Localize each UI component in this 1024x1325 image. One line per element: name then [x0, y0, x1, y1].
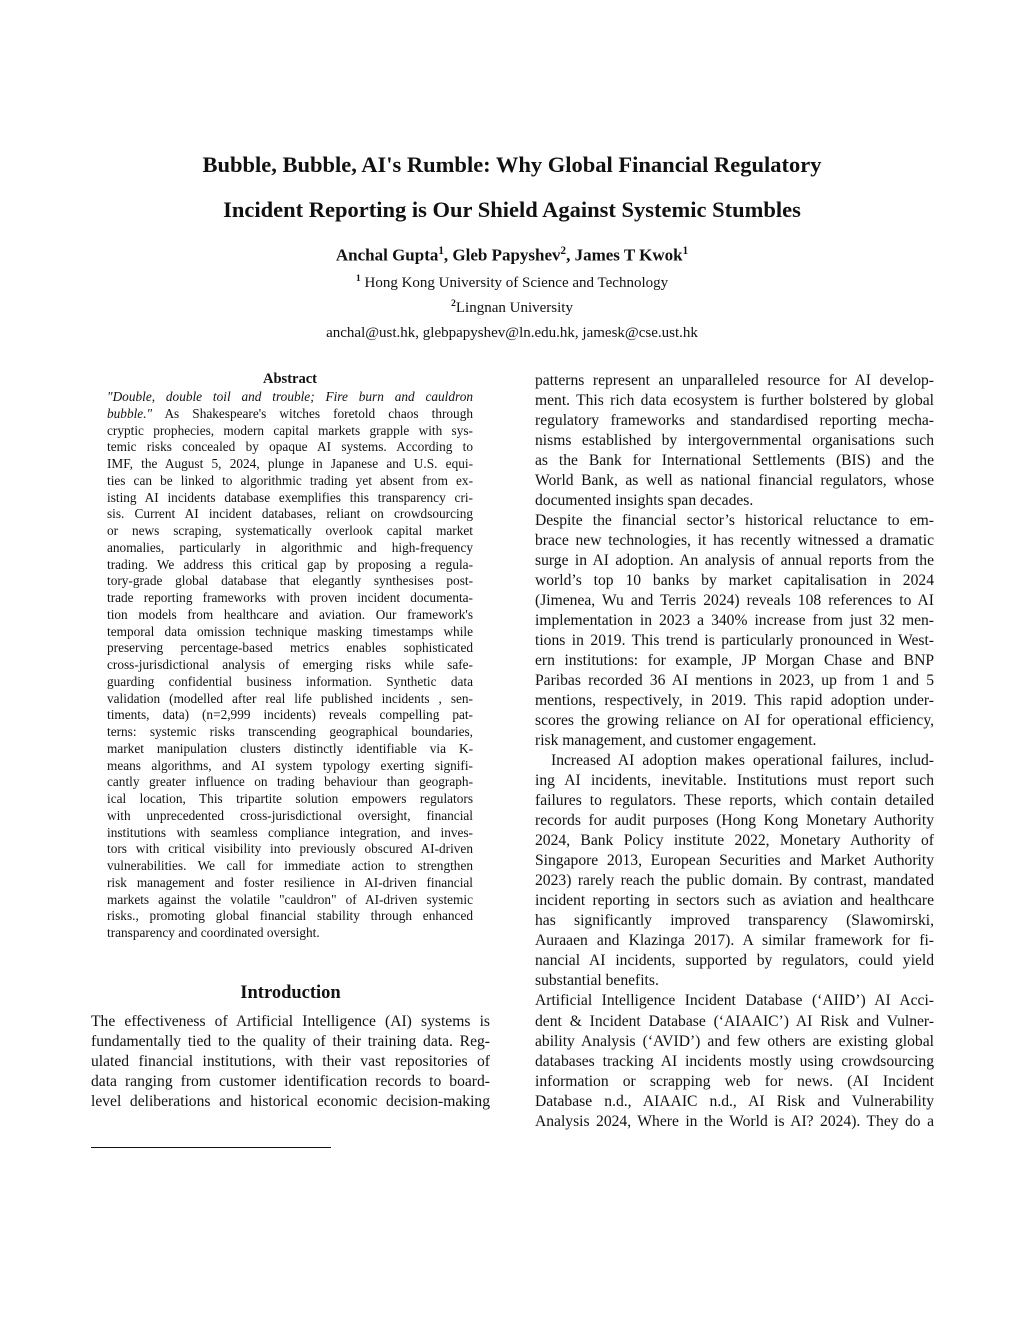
author-affil-mark: 1 — [438, 245, 444, 257]
author-affil-mark: 2 — [560, 245, 567, 257]
abstract-line: means algorithms, and AI system typology exerting signifi- — [107, 757, 473, 773]
abstract-line: cross-jurisdictional analysis of emerging risks while safe- — [107, 657, 473, 672]
author-emails: anchal@ust.hk, glebpapyshev@ln.edu.hk, jamesk@cse.ust.hk — [326, 325, 698, 341]
abstract-line: cantly greater influence on trading behaviour than geograph- — [107, 774, 473, 790]
paragraph-line: risk management, and customer engagement. — [535, 732, 817, 750]
paragraph-line: nisms established by intergovernmental organisations such — [535, 432, 934, 450]
abstract-line: market manipulation clusters distinctly identifiable via K- — [107, 740, 473, 756]
abstract-line: validation (modelled after real life published incidents , sen- — [107, 690, 473, 706]
paragraph-line: level deliberations and historical economic decision-making — [91, 1093, 490, 1111]
abstract-line — [107, 406, 473, 423]
abstract-line: tors with critical visibility into previously obscured AI-driven — [107, 841, 473, 857]
abstract-line: temporal data omission technique masking timestamps while — [107, 623, 473, 639]
abstract-line: institutions with seamless compliance integration, and inves- — [107, 824, 473, 840]
paper-title-line-1: Bubble, Bubble, AI's Rumble: Why Global Financial Regulatory — [202, 152, 822, 177]
paragraph-line: databases tracking AI incidents mostly using crowdsourcing — [535, 1052, 934, 1070]
paragraph-line: information or scrapping web for news. (AI Incident — [535, 1072, 934, 1090]
abstract-line: ties can be linked to algorithmic trading yet absent from ex- — [107, 472, 473, 488]
footnote-rule — [91, 1147, 331, 1148]
paragraph-line: 2024, Bank Policy institute 2022, Monetary Authority of — [535, 832, 934, 850]
paragraph-line: scores the growing reliance on AI for operational efficiency, — [535, 712, 934, 730]
paragraph-line: substantial benefits. — [535, 972, 659, 990]
paragraph-line: implementation in 2023 a 340% increase from just 32 men- — [535, 612, 934, 630]
paragraph-line: tions in 2019. This trend is particularly pronounced in West- — [535, 632, 934, 650]
abstract-line — [107, 389, 473, 406]
paragraph-line: The effectiveness of Artificial Intelligence (AI) systems is — [91, 1013, 490, 1030]
abstract-line: risk management and foster resilience in AI-driven financial — [107, 874, 473, 890]
abstract-line: vulnerabilities. We call for immediate action to strengthen — [107, 858, 473, 873]
paragraph-line: documented insights span decades. — [535, 492, 754, 510]
abstract-line: trading. We address this critical gap by proposing a regula- — [107, 556, 473, 572]
paragraph-line: brace new technologies, it has recently witnessed a dramatic — [535, 532, 934, 550]
author-separator: , — [443, 245, 453, 265]
paragraph-line: fundamentally tied to the quality of their training data. Reg- — [91, 1033, 490, 1051]
abstract-line: transparency and coordinated oversight. — [107, 925, 320, 940]
paragraph-line: 2023) rarely reach the public domain. By contrast, mandated — [535, 872, 934, 890]
paragraph-line: nancial AI incidents, supported by regulators, could yield — [535, 952, 934, 970]
abstract-line: IMF, the August 5, 2024, plunge in Japanese and U.S. equi- — [107, 456, 473, 471]
affil-mark: 2 — [451, 298, 456, 309]
paragraph-line: ment. This rich data ecosystem is further bolstered by global — [535, 392, 934, 410]
author-separator: , — [566, 245, 575, 265]
affil-name: Lingnan University — [455, 300, 573, 316]
author-affil-mark: 1 — [682, 245, 689, 257]
abstract-line: tion models from healthcare and aviation. Our framework's — [107, 606, 473, 622]
abstract-line: risks., promoting global financial stability through enhanced — [107, 908, 473, 924]
abstract-line: ical location, This tripartite solution empowers regulators — [107, 791, 473, 806]
paragraph-line: ulated financial institutions, with their vast repositories of — [91, 1053, 490, 1071]
paragraph-line: Despite the financial sector’s historical reluctance to em- — [535, 512, 934, 530]
abstract-line: markets against the volatile "cauldron" of AI-driven systemic — [107, 891, 473, 907]
abstract-line: cryptic prophecies, modern capital markets grapple with sys- — [107, 422, 473, 438]
introduction-left-column — [91, 1012, 490, 1112]
abstract-line: preserving percentage-based metrics enables sophisticated — [107, 640, 473, 656]
paragraph-line: mentions, respectively, in 2019. This rapid adoption under- — [535, 692, 934, 710]
affil-name: Hong Kong University of Science and Technology — [360, 275, 669, 291]
paragraph-line: Increased AI adoption makes operational failures, includ- — [551, 752, 934, 770]
abstract-body — [107, 389, 473, 942]
paragraph-line: Analysis 2024, Where in the World is AI? 2024). They do a — [535, 1112, 934, 1130]
paragraph-line: incident reporting in sectors such as aviation and healthcare — [535, 892, 934, 910]
paper-title-line-2: Incident Reporting is Our Shield Against Systemic Stumbles — [223, 197, 801, 222]
abstract-quote: bubble." — [107, 405, 153, 421]
paragraph-line: regulatory frameworks and standardised reporting mecha- — [535, 412, 934, 430]
affiliation-2 — [0, 298, 1024, 317]
paragraph-line: records for audit purposes (Hong Kong Monetary Authority — [535, 812, 934, 830]
abstract-line: with unprecedented cross-jurisdictional oversight, financial — [107, 807, 473, 823]
paragraph-line: ability Analysis (‘AVID’) and few others are existing global — [535, 1032, 934, 1050]
paragraph-line: surge in AI adoption. An analysis of annual reports from the — [535, 552, 934, 570]
paragraph-line: Singapore 2013, European Securities and Market Authority — [535, 852, 934, 870]
paragraph-line: Artificial Intelligence Incident Database (‘AIID’) AI Acci- — [535, 992, 934, 1010]
author-name: Anchal Gupta — [335, 245, 439, 265]
paragraph-line: ern institutions: for example, JP Morgan Chase and BNP — [535, 652, 934, 670]
abstract-line: sis. Current AI incident databases, reliant on crowdsourcing — [107, 506, 473, 522]
paragraph-line: patterns represent an unparalleled resource for AI develop- — [535, 372, 934, 389]
paragraph-line: (Jimenea, Wu and Terris 2024) reveals 108 references to AI — [535, 592, 934, 610]
abstract-heading: Abstract — [263, 371, 317, 387]
paragraph-line: dent & Incident Database (‘AIAAIC’) AI Risk and Vulner- — [535, 1012, 934, 1030]
paragraph-line: failures to regulators. These reports, which contain detailed — [535, 792, 934, 810]
abstract-line: or news scraping, systematically overlook capital market — [107, 523, 473, 538]
affiliation-1 — [0, 273, 1024, 292]
abstract-line: guarding confidential business information. Synthetic data — [107, 673, 473, 689]
abstract-line: timents, data) (n=2,999 incidents) reveals compelling pat- — [107, 707, 473, 723]
paragraph-line: Paribas recorded 36 AI mentions in 2023, up from 1 and 5 — [535, 672, 934, 690]
abstract-line: trade reporting frameworks with proven incident documenta- — [107, 590, 473, 605]
affil-mark: 1 — [355, 273, 361, 284]
abstract-line: anomalies, particularly in algorithmic and high-frequency — [107, 539, 473, 555]
introduction-right-column — [535, 371, 934, 1132]
paragraph-line: Auraaen and Klazinga 2017). A similar framework for fi- — [535, 932, 934, 950]
paragraph-line: World Bank, as well as national financial regulators, whose — [535, 472, 934, 490]
author-name: James T Kwok — [574, 245, 683, 265]
abstract-line: isting AI incidents database exemplifies this transparency cri- — [107, 489, 473, 505]
paragraph-line: data ranging from customer identification records to board- — [91, 1073, 490, 1091]
paragraph-line: has significantly improved transparency (Slawomirski, — [535, 912, 934, 930]
paragraph-line: ing AI incidents, inevitable. Institutions must report such — [535, 772, 934, 790]
abstract-line: temic risks concealed by opaque AI systems. According to — [107, 439, 473, 455]
introduction-heading: Introduction — [240, 983, 341, 1003]
author-name: Gleb Papyshev — [452, 245, 561, 265]
abstract-line: terns: systemic risks transcending geographical boundaries, — [107, 724, 473, 739]
abstract-line: tory-grade global database that elegantly synthesises post- — [107, 573, 473, 589]
paragraph-line: as the Bank for International Settlements (BIS) and the — [535, 452, 934, 470]
paragraph-line: Database n.d., AIAAIC n.d., AI Risk and Vulnerability — [535, 1092, 934, 1110]
abstract-quote: "Double, double toil and trouble; Fire burn and cauldron — [107, 389, 473, 404]
paragraph-line: world’s top 10 banks by market capitalisation in 2024 — [535, 572, 934, 590]
abstract-text: As Shakespeare's witches foretold chaos through — [152, 405, 473, 421]
author-list — [0, 245, 1024, 266]
